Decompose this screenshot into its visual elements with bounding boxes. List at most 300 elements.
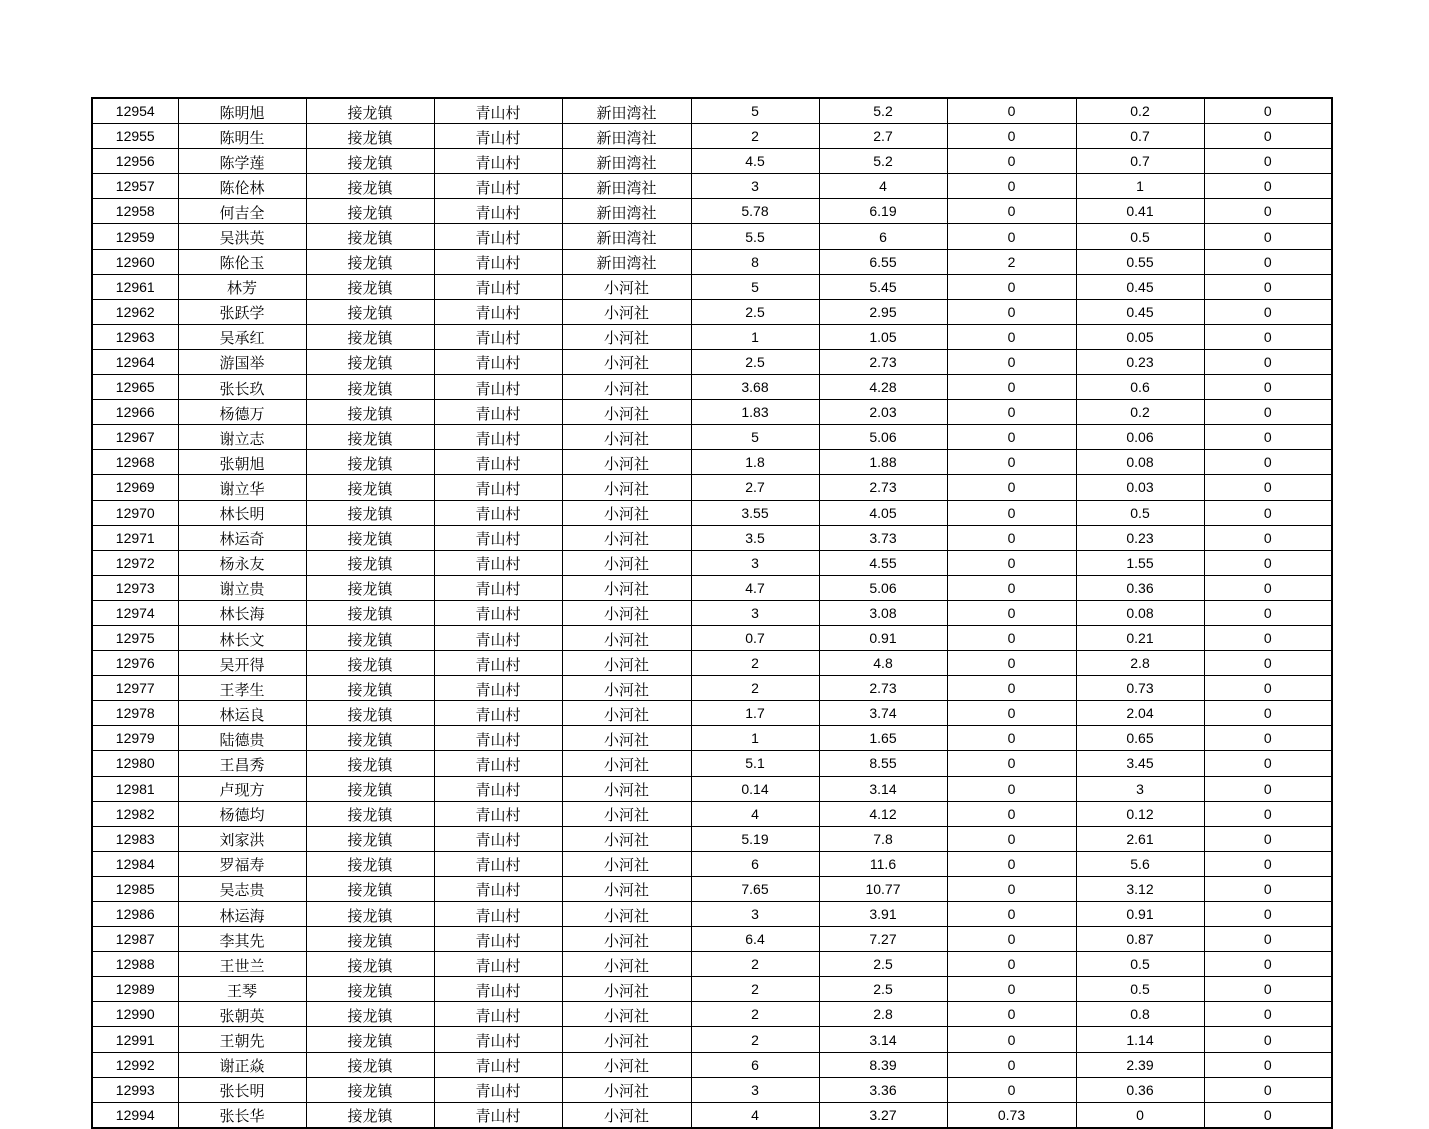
village-cell: 青山村: [434, 375, 562, 400]
town-cell: 接龙镇: [306, 726, 434, 751]
name-cell: 林芳: [178, 274, 306, 299]
value-4-cell: 0.6: [1076, 375, 1204, 400]
group-cell: 小河社: [562, 575, 691, 600]
name-cell: 林长海: [178, 600, 306, 625]
id-cell: 12982: [92, 801, 178, 826]
value-1-cell: 1.8: [691, 450, 819, 475]
value-1-cell: 5: [691, 274, 819, 299]
value-2-cell: 8.55: [819, 751, 947, 776]
value-3-cell: 0: [947, 149, 1076, 174]
value-2-cell: 5.2: [819, 149, 947, 174]
id-cell: 12983: [92, 826, 178, 851]
value-1-cell: 5.5: [691, 224, 819, 249]
name-cell: 张长玖: [178, 375, 306, 400]
village-cell: 青山村: [434, 500, 562, 525]
value-5-cell: 0: [1204, 851, 1332, 876]
value-5-cell: 0: [1204, 174, 1332, 199]
value-4-cell: 0.5: [1076, 977, 1204, 1002]
value-5-cell: 0: [1204, 776, 1332, 801]
town-cell: 接龙镇: [306, 475, 434, 500]
value-5-cell: 0: [1204, 801, 1332, 826]
value-5-cell: 0: [1204, 500, 1332, 525]
name-cell: 林长文: [178, 625, 306, 650]
group-cell: 新田湾社: [562, 124, 691, 149]
group-cell: 小河社: [562, 876, 691, 901]
town-cell: 接龙镇: [306, 450, 434, 475]
group-cell: 小河社: [562, 952, 691, 977]
value-3-cell: 0: [947, 1002, 1076, 1027]
table-row: [92, 450, 1332, 475]
value-3-cell: 0: [947, 876, 1076, 901]
value-2-cell: 2.73: [819, 475, 947, 500]
name-cell: 吴洪英: [178, 224, 306, 249]
town-cell: 接龙镇: [306, 224, 434, 249]
id-cell: 12994: [92, 1102, 178, 1128]
town-cell: 接龙镇: [306, 776, 434, 801]
village-cell: 青山村: [434, 98, 562, 124]
value-5-cell: 0: [1204, 1102, 1332, 1128]
value-2-cell: 3.74: [819, 701, 947, 726]
group-cell: 小河社: [562, 1002, 691, 1027]
value-2-cell: 4.12: [819, 801, 947, 826]
value-3-cell: 0: [947, 124, 1076, 149]
value-4-cell: 0.7: [1076, 149, 1204, 174]
group-cell: 小河社: [562, 1102, 691, 1128]
value-4-cell: 0.36: [1076, 1077, 1204, 1102]
value-4-cell: 0.06: [1076, 425, 1204, 450]
name-cell: 卢现方: [178, 776, 306, 801]
value-4-cell: 0.5: [1076, 224, 1204, 249]
value-1-cell: 2.7: [691, 475, 819, 500]
value-5-cell: 0: [1204, 902, 1332, 927]
value-4-cell: 2.39: [1076, 1052, 1204, 1077]
value-4-cell: 0.8: [1076, 1002, 1204, 1027]
group-cell: 小河社: [562, 701, 691, 726]
value-4-cell: 0.41: [1076, 199, 1204, 224]
value-3-cell: 0: [947, 349, 1076, 374]
id-cell: 12962: [92, 299, 178, 324]
village-cell: 青山村: [434, 952, 562, 977]
name-cell: 李其先: [178, 927, 306, 952]
value-1-cell: 4: [691, 1102, 819, 1128]
value-4-cell: 0.21: [1076, 625, 1204, 650]
town-cell: 接龙镇: [306, 375, 434, 400]
table-row: [92, 902, 1332, 927]
value-1-cell: 7.65: [691, 876, 819, 901]
id-cell: 12987: [92, 927, 178, 952]
value-3-cell: 0: [947, 224, 1076, 249]
value-4-cell: 0.23: [1076, 349, 1204, 374]
table-body: [92, 98, 1332, 1128]
table-row: [92, 475, 1332, 500]
town-cell: 接龙镇: [306, 826, 434, 851]
value-2-cell: 4.8: [819, 651, 947, 676]
table-row: [92, 1027, 1332, 1052]
village-cell: 青山村: [434, 977, 562, 1002]
value-1-cell: 8: [691, 249, 819, 274]
value-5-cell: 0: [1204, 952, 1332, 977]
value-5-cell: 0: [1204, 224, 1332, 249]
table-row: [92, 651, 1332, 676]
group-cell: 新田湾社: [562, 249, 691, 274]
value-4-cell: 0.2: [1076, 98, 1204, 124]
value-1-cell: 1: [691, 324, 819, 349]
id-cell: 12966: [92, 400, 178, 425]
id-cell: 12964: [92, 349, 178, 374]
value-1-cell: 5: [691, 98, 819, 124]
value-2-cell: 2.73: [819, 349, 947, 374]
value-2-cell: 0.91: [819, 625, 947, 650]
value-2-cell: 1.65: [819, 726, 947, 751]
table-row: [92, 400, 1332, 425]
table-row: [92, 274, 1332, 299]
value-1-cell: 2: [691, 651, 819, 676]
village-cell: 青山村: [434, 550, 562, 575]
table-row: [92, 98, 1332, 124]
table-row: [92, 324, 1332, 349]
group-cell: 小河社: [562, 826, 691, 851]
value-5-cell: 0: [1204, 751, 1332, 776]
value-5-cell: 0: [1204, 124, 1332, 149]
table-row: [92, 1002, 1332, 1027]
table-row: [92, 826, 1332, 851]
table-row: [92, 500, 1332, 525]
id-cell: 12959: [92, 224, 178, 249]
town-cell: 接龙镇: [306, 1102, 434, 1128]
value-4-cell: 0.65: [1076, 726, 1204, 751]
name-cell: 罗福寿: [178, 851, 306, 876]
value-4-cell: 0.5: [1076, 952, 1204, 977]
value-4-cell: 1.14: [1076, 1027, 1204, 1052]
value-1-cell: 4.7: [691, 575, 819, 600]
value-5-cell: 0: [1204, 199, 1332, 224]
id-cell: 12993: [92, 1077, 178, 1102]
value-3-cell: 0: [947, 98, 1076, 124]
group-cell: 小河社: [562, 600, 691, 625]
value-1-cell: 5.78: [691, 199, 819, 224]
group-cell: 小河社: [562, 375, 691, 400]
value-4-cell: 3: [1076, 776, 1204, 801]
id-cell: 12986: [92, 902, 178, 927]
village-cell: 青山村: [434, 149, 562, 174]
value-3-cell: 0: [947, 600, 1076, 625]
village-cell: 青山村: [434, 1077, 562, 1102]
value-5-cell: 0: [1204, 625, 1332, 650]
village-cell: 青山村: [434, 525, 562, 550]
value-3-cell: 0: [947, 375, 1076, 400]
value-4-cell: 0.2: [1076, 400, 1204, 425]
value-3-cell: 2: [947, 249, 1076, 274]
group-cell: 小河社: [562, 776, 691, 801]
id-cell: 12990: [92, 1002, 178, 1027]
value-2-cell: 7.8: [819, 826, 947, 851]
value-4-cell: 0.7: [1076, 124, 1204, 149]
table-row: [92, 550, 1332, 575]
village-cell: 青山村: [434, 174, 562, 199]
id-cell: 12968: [92, 450, 178, 475]
value-2-cell: 2.7: [819, 124, 947, 149]
value-2-cell: 1.05: [819, 324, 947, 349]
value-3-cell: 0: [947, 174, 1076, 199]
name-cell: 王琴: [178, 977, 306, 1002]
village-cell: 青山村: [434, 801, 562, 826]
town-cell: 接龙镇: [306, 701, 434, 726]
table-row: [92, 174, 1332, 199]
table-row: [92, 375, 1332, 400]
group-cell: 小河社: [562, 475, 691, 500]
value-2-cell: 3.27: [819, 1102, 947, 1128]
id-cell: 12984: [92, 851, 178, 876]
value-3-cell: 0: [947, 751, 1076, 776]
value-4-cell: 0.45: [1076, 299, 1204, 324]
town-cell: 接龙镇: [306, 977, 434, 1002]
village-cell: 青山村: [434, 826, 562, 851]
value-4-cell: 0.12: [1076, 801, 1204, 826]
table-row: [92, 249, 1332, 274]
village-cell: 青山村: [434, 475, 562, 500]
town-cell: 接龙镇: [306, 525, 434, 550]
group-cell: 新田湾社: [562, 149, 691, 174]
name-cell: 杨德万: [178, 400, 306, 425]
value-2-cell: 1.88: [819, 450, 947, 475]
group-cell: 小河社: [562, 1027, 691, 1052]
name-cell: 王昌秀: [178, 751, 306, 776]
table-row: [92, 952, 1332, 977]
value-4-cell: 2.61: [1076, 826, 1204, 851]
value-3-cell: 0: [947, 199, 1076, 224]
table-row: [92, 801, 1332, 826]
value-1-cell: 2: [691, 977, 819, 1002]
value-2-cell: 2.73: [819, 676, 947, 701]
village-cell: 青山村: [434, 676, 562, 701]
value-5-cell: 0: [1204, 927, 1332, 952]
value-1-cell: 4: [691, 801, 819, 826]
value-4-cell: 0.03: [1076, 475, 1204, 500]
value-1-cell: 3.5: [691, 525, 819, 550]
town-cell: 接龙镇: [306, 274, 434, 299]
village-cell: 青山村: [434, 199, 562, 224]
village-cell: 青山村: [434, 1002, 562, 1027]
town-cell: 接龙镇: [306, 149, 434, 174]
value-2-cell: 5.45: [819, 274, 947, 299]
table-row: [92, 776, 1332, 801]
group-cell: 小河社: [562, 726, 691, 751]
village-cell: 青山村: [434, 751, 562, 776]
value-3-cell: 0: [947, 726, 1076, 751]
town-cell: 接龙镇: [306, 876, 434, 901]
name-cell: 王朝先: [178, 1027, 306, 1052]
table-row: [92, 299, 1332, 324]
id-cell: 12981: [92, 776, 178, 801]
value-5-cell: 0: [1204, 349, 1332, 374]
name-cell: 谢正焱: [178, 1052, 306, 1077]
village-cell: 青山村: [434, 625, 562, 650]
id-cell: 12970: [92, 500, 178, 525]
data-table: [91, 97, 1333, 1129]
group-cell: 小河社: [562, 450, 691, 475]
group-cell: 小河社: [562, 902, 691, 927]
table-row: [92, 751, 1332, 776]
town-cell: 接龙镇: [306, 851, 434, 876]
value-3-cell: 0.73: [947, 1102, 1076, 1128]
value-2-cell: 6.55: [819, 249, 947, 274]
town-cell: 接龙镇: [306, 1027, 434, 1052]
table-row: [92, 575, 1332, 600]
table-row: [92, 1052, 1332, 1077]
name-cell: 吴承红: [178, 324, 306, 349]
value-3-cell: 0: [947, 525, 1076, 550]
id-cell: 12977: [92, 676, 178, 701]
group-cell: 小河社: [562, 525, 691, 550]
value-2-cell: 5.06: [819, 575, 947, 600]
value-2-cell: 2.5: [819, 952, 947, 977]
table-row: [92, 1102, 1332, 1128]
group-cell: 小河社: [562, 1077, 691, 1102]
town-cell: 接龙镇: [306, 349, 434, 374]
id-cell: 12980: [92, 751, 178, 776]
id-cell: 12963: [92, 324, 178, 349]
value-1-cell: 5.1: [691, 751, 819, 776]
value-2-cell: 8.39: [819, 1052, 947, 1077]
value-4-cell: 0.5: [1076, 500, 1204, 525]
village-cell: 青山村: [434, 701, 562, 726]
value-2-cell: 4: [819, 174, 947, 199]
village-cell: 青山村: [434, 726, 562, 751]
value-1-cell: 3.55: [691, 500, 819, 525]
table-row: [92, 977, 1332, 1002]
id-cell: 12972: [92, 550, 178, 575]
value-3-cell: 0: [947, 475, 1076, 500]
village-cell: 青山村: [434, 299, 562, 324]
table-row: [92, 349, 1332, 374]
value-3-cell: 0: [947, 801, 1076, 826]
value-3-cell: 0: [947, 952, 1076, 977]
name-cell: 张朝旭: [178, 450, 306, 475]
value-1-cell: 2: [691, 1027, 819, 1052]
id-cell: 12976: [92, 651, 178, 676]
village-cell: 青山村: [434, 324, 562, 349]
value-3-cell: 0: [947, 575, 1076, 600]
value-3-cell: 0: [947, 851, 1076, 876]
group-cell: 小河社: [562, 500, 691, 525]
group-cell: 新田湾社: [562, 199, 691, 224]
value-5-cell: 0: [1204, 400, 1332, 425]
value-3-cell: 0: [947, 425, 1076, 450]
value-3-cell: 0: [947, 927, 1076, 952]
value-5-cell: 0: [1204, 1077, 1332, 1102]
village-cell: 青山村: [434, 249, 562, 274]
town-cell: 接龙镇: [306, 600, 434, 625]
id-cell: 12956: [92, 149, 178, 174]
value-3-cell: 0: [947, 550, 1076, 575]
value-4-cell: 5.6: [1076, 851, 1204, 876]
id-cell: 12978: [92, 701, 178, 726]
table-row: [92, 876, 1332, 901]
town-cell: 接龙镇: [306, 676, 434, 701]
value-4-cell: 2.8: [1076, 651, 1204, 676]
id-cell: 12960: [92, 249, 178, 274]
value-3-cell: 0: [947, 676, 1076, 701]
village-cell: 青山村: [434, 851, 562, 876]
group-cell: 新田湾社: [562, 98, 691, 124]
group-cell: 小河社: [562, 349, 691, 374]
value-1-cell: 4.5: [691, 149, 819, 174]
town-cell: 接龙镇: [306, 199, 434, 224]
town-cell: 接龙镇: [306, 425, 434, 450]
name-cell: 林运奇: [178, 525, 306, 550]
town-cell: 接龙镇: [306, 575, 434, 600]
group-cell: 小河社: [562, 274, 691, 299]
village-cell: 青山村: [434, 1027, 562, 1052]
value-1-cell: 5: [691, 425, 819, 450]
table-row: [92, 600, 1332, 625]
town-cell: 接龙镇: [306, 249, 434, 274]
value-1-cell: 3.68: [691, 375, 819, 400]
village-cell: 青山村: [434, 651, 562, 676]
name-cell: 吴开得: [178, 651, 306, 676]
value-3-cell: 0: [947, 977, 1076, 1002]
value-2-cell: 3.08: [819, 600, 947, 625]
name-cell: 王孝生: [178, 676, 306, 701]
value-3-cell: 0: [947, 1052, 1076, 1077]
value-5-cell: 0: [1204, 425, 1332, 450]
table-row: [92, 676, 1332, 701]
value-3-cell: 0: [947, 324, 1076, 349]
village-cell: 青山村: [434, 927, 562, 952]
group-cell: 小河社: [562, 625, 691, 650]
village-cell: 青山村: [434, 124, 562, 149]
value-5-cell: 0: [1204, 475, 1332, 500]
group-cell: 小河社: [562, 751, 691, 776]
value-5-cell: 0: [1204, 701, 1332, 726]
value-4-cell: 0.73: [1076, 676, 1204, 701]
value-1-cell: 0.14: [691, 776, 819, 801]
id-cell: 12955: [92, 124, 178, 149]
table-row: [92, 199, 1332, 224]
value-5-cell: 0: [1204, 651, 1332, 676]
value-3-cell: 0: [947, 701, 1076, 726]
value-4-cell: 0.91: [1076, 902, 1204, 927]
name-cell: 张跃学: [178, 299, 306, 324]
group-cell: 小河社: [562, 927, 691, 952]
value-1-cell: 2: [691, 1002, 819, 1027]
value-2-cell: 2.5: [819, 977, 947, 1002]
name-cell: 陆德贵: [178, 726, 306, 751]
id-cell: 12958: [92, 199, 178, 224]
group-cell: 小河社: [562, 801, 691, 826]
name-cell: 张长明: [178, 1077, 306, 1102]
town-cell: 接龙镇: [306, 651, 434, 676]
value-2-cell: 6: [819, 224, 947, 249]
id-cell: 12969: [92, 475, 178, 500]
value-1-cell: 2.5: [691, 299, 819, 324]
name-cell: 谢立华: [178, 475, 306, 500]
village-cell: 青山村: [434, 1052, 562, 1077]
value-5-cell: 0: [1204, 676, 1332, 701]
group-cell: 新田湾社: [562, 224, 691, 249]
table-row: [92, 525, 1332, 550]
value-5-cell: 0: [1204, 324, 1332, 349]
id-cell: 12954: [92, 98, 178, 124]
town-cell: 接龙镇: [306, 324, 434, 349]
table-row: [92, 851, 1332, 876]
id-cell: 12974: [92, 600, 178, 625]
value-4-cell: 0.55: [1076, 249, 1204, 274]
table-row: [92, 1077, 1332, 1102]
value-2-cell: 5.06: [819, 425, 947, 450]
value-5-cell: 0: [1204, 1002, 1332, 1027]
value-4-cell: 3.45: [1076, 751, 1204, 776]
